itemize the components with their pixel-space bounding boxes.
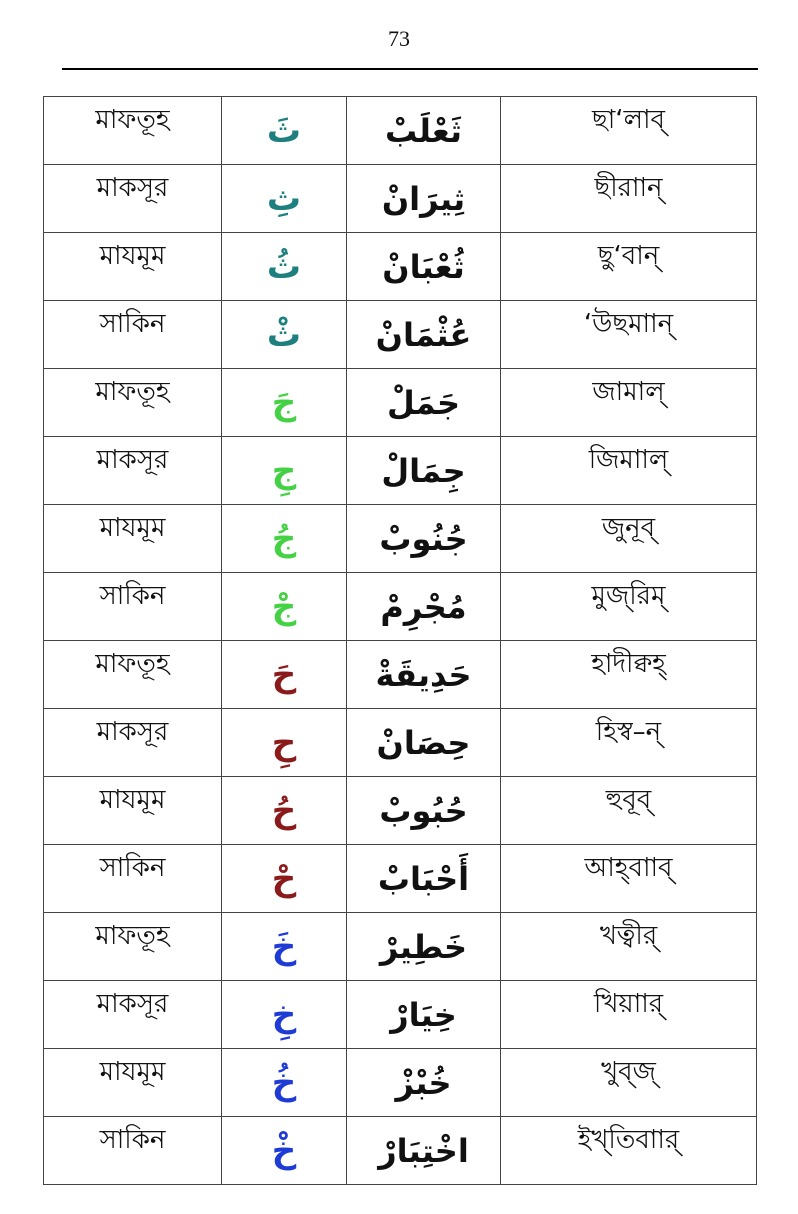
arabic-word: أَحْبَابْ	[377, 859, 470, 898]
arabic-letter: خِ	[271, 994, 297, 1035]
arabic-word-cell	[347, 777, 501, 845]
arabic-letter: ثَ	[266, 110, 302, 151]
transliteration-cell	[501, 301, 757, 369]
arabic-letter-cell	[222, 165, 347, 233]
transliteration-cell	[501, 845, 757, 913]
arabic-letter: حِ	[271, 722, 297, 763]
harakat-name-cell	[44, 913, 222, 981]
harakat-name: মাফতূহ	[95, 376, 170, 407]
transliteration-cell	[501, 981, 757, 1049]
arabic-letter-cell	[222, 369, 347, 437]
arabic-letter-cell	[222, 981, 347, 1049]
harakat-name-cell	[44, 301, 222, 369]
transliteration: হুবূব্	[605, 784, 652, 815]
transliteration-cell	[501, 97, 757, 165]
arabic-letter: خَ	[271, 926, 297, 967]
table-row	[44, 437, 757, 505]
arabic-letter: جْ	[271, 586, 297, 627]
arabic-word: جِمَالْ	[381, 451, 466, 490]
harakat-name-cell	[44, 981, 222, 1049]
arabic-word-cell	[347, 913, 501, 981]
arabic-word-cell	[347, 437, 501, 505]
transliteration-cell	[501, 913, 757, 981]
transliteration-cell	[501, 505, 757, 573]
arabic-letter-cell	[222, 641, 347, 709]
arabic-word-cell	[347, 641, 501, 709]
arabic-word: ثَعْلَبْ	[384, 111, 462, 150]
arabic-word: حِصَانْ	[376, 723, 471, 762]
harakat-name: মাফতূহ	[95, 104, 170, 135]
arabic-letter-cell	[222, 913, 347, 981]
harakat-name: মাকসূর	[96, 716, 169, 747]
harakat-name: মাকসূর	[96, 988, 169, 1019]
harakat-name-cell	[44, 777, 222, 845]
transliteration: হাদীক্বহ্	[591, 648, 666, 679]
harakat-name-cell	[44, 233, 222, 301]
table-row	[44, 369, 757, 437]
table-row	[44, 1049, 757, 1117]
harakat-name-cell	[44, 505, 222, 573]
harakat-name: সাকিন	[99, 308, 166, 339]
transliteration: ছীরাান্	[594, 172, 663, 203]
arabic-letter-cell	[222, 777, 347, 845]
arabic-letter: ثْ	[266, 314, 302, 355]
arabic-letter: حْ	[271, 858, 297, 899]
transliteration-cell	[501, 777, 757, 845]
arabic-letter: حُ	[271, 790, 297, 831]
header-rule	[62, 68, 758, 70]
table-row	[44, 845, 757, 913]
arabic-word: حَدِيقَةْ	[375, 655, 472, 694]
harakat-name-cell	[44, 845, 222, 913]
arabic-letter-cell	[222, 573, 347, 641]
arabic-word-cell	[347, 505, 501, 573]
arabic-word: ثُعْبَانْ	[382, 247, 465, 286]
arabic-word-cell	[347, 573, 501, 641]
harakat-name-cell	[44, 97, 222, 165]
arabic-letter-cell	[222, 301, 347, 369]
transliteration: জামাল্	[592, 376, 665, 407]
arabic-letter: ثِ	[266, 178, 302, 219]
arabic-letter: جُ	[271, 518, 297, 559]
transliteration-cell	[501, 573, 757, 641]
transliteration-cell	[501, 233, 757, 301]
arabic-letter: جَ	[271, 382, 297, 423]
transliteration: মুজ্‌রিম্	[591, 580, 666, 611]
harakat-name-cell	[44, 573, 222, 641]
transliteration: জুনূব্	[601, 512, 656, 543]
transliteration-cell	[501, 1049, 757, 1117]
arabic-letter-cell	[222, 845, 347, 913]
table-row	[44, 233, 757, 301]
page-number: 73	[388, 26, 410, 51]
harakat-name: মাযমূম	[99, 240, 166, 271]
transliteration-cell	[501, 165, 757, 233]
arabic-word-cell	[347, 1117, 501, 1185]
arabic-word-cell	[347, 369, 501, 437]
harakat-name-cell	[44, 709, 222, 777]
table-row	[44, 165, 757, 233]
arabic-word: ثِيرَانْ	[381, 179, 466, 218]
arabic-word: حُبُوبْ	[379, 791, 468, 830]
arabic-word-cell	[347, 301, 501, 369]
arabic-letter-cell	[222, 505, 347, 573]
table-row	[44, 641, 757, 709]
arabic-letter: ثُ	[266, 246, 302, 287]
harakat-name: মাকসূর	[96, 444, 169, 475]
arabic-word: عُثْمَانْ	[375, 315, 472, 354]
arabic-letter: خْ	[271, 1130, 297, 1171]
transliteration: খিয়াার্	[593, 988, 664, 1019]
arabic-word: خِيَارْ	[390, 995, 457, 1034]
harakat-table	[43, 96, 757, 1185]
transliteration: ছা‘লাব্	[592, 104, 665, 135]
arabic-word-cell	[347, 233, 501, 301]
transliteration: ইখ্‌তিবাার্	[577, 1124, 680, 1155]
arabic-word-cell	[347, 709, 501, 777]
harakat-name-cell	[44, 641, 222, 709]
harakat-name-cell	[44, 369, 222, 437]
arabic-letter-cell	[222, 233, 347, 301]
arabic-letter-cell	[222, 1117, 347, 1185]
transliteration-cell	[501, 437, 757, 505]
arabic-letter-cell	[222, 709, 347, 777]
arabic-word-cell	[347, 845, 501, 913]
harakat-name: সাকিন	[99, 580, 166, 611]
table-row	[44, 709, 757, 777]
arabic-letter-cell	[222, 1049, 347, 1117]
transliteration-cell	[501, 369, 757, 437]
harakat-name: সাকিন	[99, 852, 166, 883]
table-row	[44, 573, 757, 641]
arabic-word-cell	[347, 97, 501, 165]
harakat-name-cell	[44, 1049, 222, 1117]
harakat-name: মাফতূহ	[95, 648, 170, 679]
arabic-word-cell	[347, 981, 501, 1049]
arabic-letter: حَ	[271, 654, 297, 695]
arabic-word: جَمَلْ	[386, 383, 461, 422]
arabic-letter-cell	[222, 97, 347, 165]
transliteration-cell	[501, 641, 757, 709]
harakat-name-cell	[44, 1117, 222, 1185]
table-row	[44, 1117, 757, 1185]
transliteration: খত্বীর্	[599, 920, 658, 951]
arabic-word: خَطِيرْ	[379, 927, 468, 966]
table-body	[44, 97, 757, 1185]
transliteration: হিস্ব–ন্	[595, 716, 662, 747]
table-row	[44, 301, 757, 369]
harakat-name: মাফতূহ	[95, 920, 170, 951]
arabic-word-cell	[347, 165, 501, 233]
harakat-name: মাযমূম	[99, 1056, 166, 1087]
transliteration: আহ্‌বাাব্	[584, 852, 673, 883]
arabic-letter-cell	[222, 437, 347, 505]
arabic-word-cell	[347, 1049, 501, 1117]
transliteration: খুব্‌জ্	[601, 1056, 656, 1087]
arabic-letter: خُ	[271, 1062, 297, 1103]
transliteration: জিমাাল্	[588, 444, 669, 475]
arabic-word: مُجْرِمْ	[380, 587, 467, 626]
table-row	[44, 777, 757, 845]
transliteration-cell	[501, 709, 757, 777]
harakat-name: মাকসূর	[96, 172, 169, 203]
harakat-name: মাযমূম	[99, 784, 166, 815]
harakat-name-cell	[44, 165, 222, 233]
harakat-name-cell	[44, 437, 222, 505]
transliteration: ‘উছমাান্	[583, 308, 674, 339]
table-row	[44, 97, 757, 165]
arabic-letter: جِ	[271, 450, 297, 491]
arabic-word: جُنُوبْ	[379, 519, 468, 558]
table-row	[44, 981, 757, 1049]
arabic-word: خُبْزْ	[395, 1063, 452, 1102]
table-row	[44, 913, 757, 981]
harakat-name: মাযমূম	[99, 512, 166, 543]
transliteration: ছু‘বান্	[597, 240, 660, 271]
harakat-name: সাকিন	[99, 1124, 166, 1155]
table-row	[44, 505, 757, 573]
arabic-word: اخْتِبَارْ	[378, 1131, 469, 1170]
transliteration-cell	[501, 1117, 757, 1185]
